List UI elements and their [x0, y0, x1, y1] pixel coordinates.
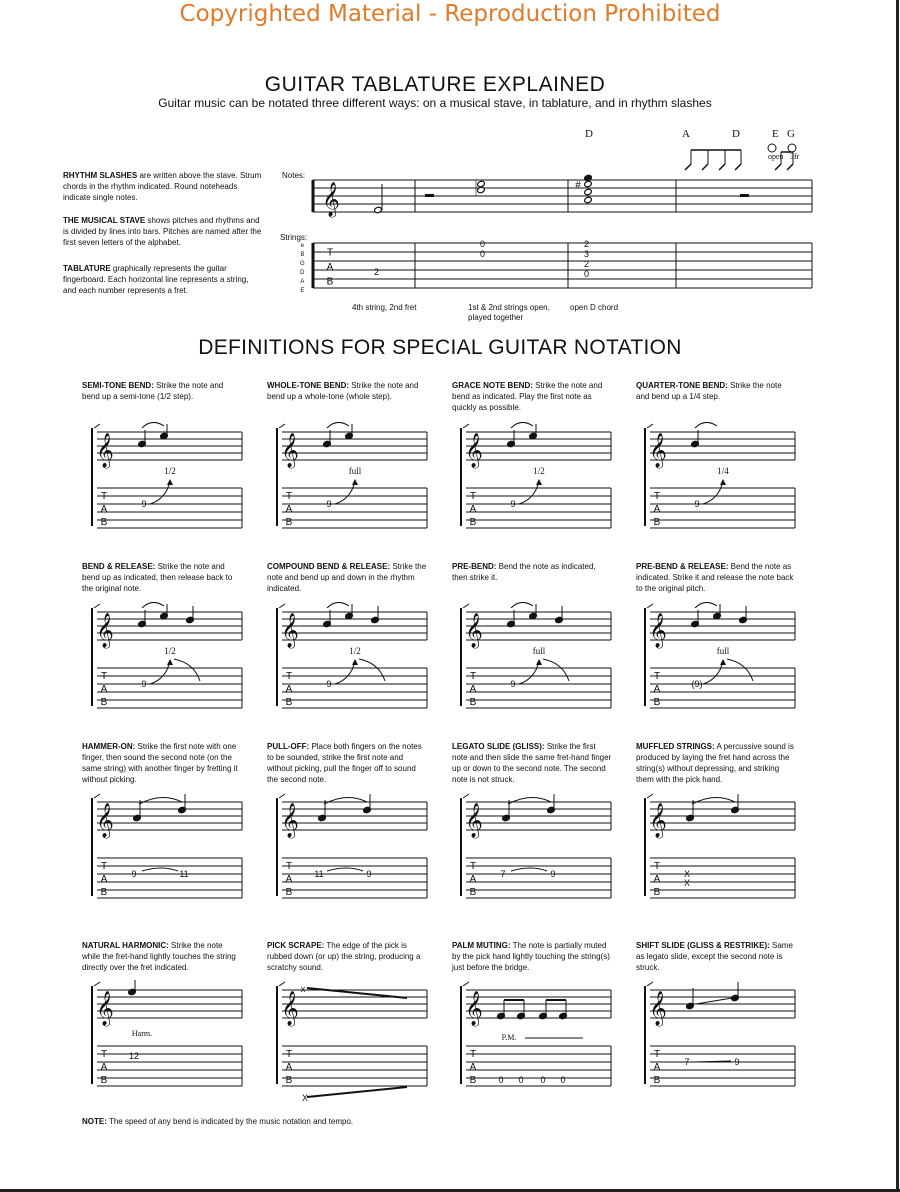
slur: [695, 602, 717, 608]
rhythm-slash: [685, 164, 691, 170]
tab-slur: [511, 868, 547, 871]
tab-clef-a: A: [285, 874, 293, 885]
bracket-hook: [279, 604, 285, 608]
intro-chord-n2: [584, 180, 593, 187]
tab-clef-b: B: [285, 696, 293, 708]
tab-clef-a: A: [100, 684, 108, 695]
circle-marker: [768, 144, 776, 152]
tab-fret-0: 0: [498, 1075, 504, 1085]
intro-stave: THE MUSICAL STAVE shows pitches and rhythms and is divided by lines into bars. Pitches are named after the first seven letters of the alphabet.: [63, 216, 262, 247]
tab-clef-a: A: [653, 684, 661, 695]
bend-arrow: [335, 481, 355, 504]
bracket-hook: [647, 794, 653, 798]
tab-clef-b: B: [100, 516, 108, 528]
intro-chord-n4: [584, 196, 593, 203]
tab-clef-a: A: [469, 1062, 477, 1073]
bend-amount: 1/2: [164, 466, 176, 476]
rhythm-slash: [775, 164, 781, 170]
tab-fret-number: (9): [691, 679, 703, 689]
tab-clef-t: T: [653, 671, 661, 683]
tab-clef-a: A: [469, 874, 477, 885]
bracket-hook: [279, 982, 285, 986]
arrow-head: [352, 479, 358, 485]
bracket-hook: [463, 794, 469, 798]
release-arrow: [359, 659, 385, 681]
definition-9: HAMMER-ON: Strike the first note with one finger, then sound the second note (on the same string) with another finger by fretting it without picking.: [82, 742, 238, 784]
treble-clef-icon: 𝄞: [465, 991, 483, 1026]
treble-clef-icon: 𝄞: [96, 991, 114, 1026]
tab-fret-2: X: [683, 878, 691, 888]
page-title: GUITAR TABLATURE EXPLAINED: [264, 73, 606, 96]
tab-clef-t: T: [653, 1049, 661, 1061]
definition-2: WHOLE-TONE BEND: Strike the note and bend up a whole-tone (whole step).: [267, 381, 419, 401]
footnote: NOTE: The speed of any bend is indicated by the music notation and tempo.: [82, 1117, 354, 1126]
open-label: open: [768, 152, 784, 161]
tab-fret-1: 7: [684, 1057, 690, 1067]
tab-clef-t: T: [653, 861, 661, 873]
tab-clef-t: T: [469, 1049, 477, 1061]
tab-clef-t: T: [326, 247, 334, 259]
bracket-hook: [647, 982, 653, 986]
scrape-line: [307, 1087, 407, 1097]
tab-clef-t: T: [100, 491, 108, 503]
scrape-x: x: [300, 984, 306, 994]
bend-amount: 1/2: [533, 466, 545, 476]
string-letters: e B G D A E: [300, 243, 305, 294]
treble-clef-icon: 𝄞: [465, 613, 483, 648]
definition-16: SHIFT SLIDE (GLISS & RESTRIKE): Same as legato slide, except the second note is struck.: [636, 941, 793, 972]
tab-fret-0: 0: [518, 1075, 524, 1085]
release-arrow: [174, 659, 200, 681]
treble-clef-icon: 𝄞: [649, 613, 667, 648]
tab-fret-number: 9: [694, 499, 700, 509]
slide-line: [696, 998, 732, 1004]
treble-clef-icon: 𝄞: [465, 803, 483, 838]
tab-clef-t: T: [100, 671, 108, 683]
slur: [511, 422, 533, 428]
arrow-head: [536, 479, 542, 485]
tab-clef-t: T: [285, 671, 293, 683]
notes-label: Notes:: [282, 171, 306, 180]
bend-amount: 1/4: [717, 466, 729, 476]
tab-clef-a: A: [100, 1062, 108, 1073]
bend-arrow: [703, 481, 723, 504]
chord-g: G: [787, 128, 795, 140]
definition-13: NATURAL HARMONIC: Strike the note while the fret-hand lightly touches the string directly over the fret indicated.: [82, 941, 236, 972]
slur: [142, 602, 164, 608]
arrow-head: [167, 479, 173, 485]
slur: [142, 422, 164, 428]
definitions-title: DEFINITIONS FOR SPECIAL GUITAR NOTATION: [198, 336, 682, 359]
release-arrow: [543, 659, 569, 681]
definition-5: BEND & RELEASE: Strike the note and bend up as indicated, then release back to the original note.: [82, 562, 233, 593]
tab-fret-1: X: [683, 869, 691, 879]
tab-fret-number: 9: [141, 679, 147, 689]
rhythm-slash: [735, 164, 741, 170]
bend-arrow: [703, 661, 723, 684]
watermark: Copyrighted Material - Reproduction Prohibited: [179, 1, 721, 27]
tab-num-0b: 0: [480, 249, 486, 259]
circle-marker: [788, 144, 796, 152]
tab-clef-b: B: [469, 696, 477, 708]
definition-8: PRE-BEND & RELEASE: Bend the note as indicated. Strike it and release the note back to the original pitch.: [636, 562, 794, 593]
definition-11: LEGATO SLIDE (GLISS): Strike the first note and then slide the same fret-hand finger up or down to the second note. The second note is not struck.: [452, 742, 612, 784]
tab-fret-1: 12: [128, 1051, 140, 1061]
tab-clef-b: B: [469, 516, 477, 528]
bend-arrow: [335, 661, 355, 684]
treble-clef-icon: 𝄞: [649, 803, 667, 838]
tab-clef-t: T: [100, 1049, 108, 1061]
tab-clef-b: B: [100, 1074, 108, 1086]
treble-clef-icon: 𝄞: [281, 613, 299, 648]
slur: [692, 797, 735, 804]
tab-clef-b: B: [100, 696, 108, 708]
intro-note-chord2: [477, 186, 486, 193]
bracket-hook: [463, 982, 469, 986]
bend-arrow: [519, 481, 539, 504]
slur: [324, 797, 367, 804]
intro-chord-n3: [584, 188, 593, 195]
bracket-hook: [94, 424, 100, 428]
tab-clef-a: A: [326, 262, 334, 273]
treble-clef-icon: 𝄞: [281, 433, 299, 468]
rhythm-slash: [719, 164, 725, 170]
caption-3: open D chord: [570, 303, 619, 312]
intro-note-chord1: [477, 180, 486, 187]
slur: [139, 797, 182, 804]
bend-arrow: [150, 481, 170, 504]
half-rest: [425, 194, 434, 197]
bend-arrow: [150, 661, 170, 684]
tab-fret-0: 0: [560, 1075, 566, 1085]
tab-clef-a: A: [100, 874, 108, 885]
tab-num-0a: 0: [480, 239, 486, 249]
slur: [695, 422, 717, 428]
tab-clef-b: B: [653, 886, 661, 898]
bend-amount: full: [532, 646, 546, 656]
bracket-hook: [647, 604, 653, 608]
chord-e: E: [772, 128, 779, 140]
rhythm-slash: [702, 164, 708, 170]
bend-amount: 1/2: [349, 646, 361, 656]
caption-2: 1st & 2nd strings open, played together: [468, 303, 550, 322]
page-border-right: [896, 0, 899, 1192]
chord-d2: D: [732, 128, 740, 140]
tab-num-3: 3: [584, 249, 590, 259]
slur: [327, 602, 349, 608]
arrow-head: [536, 659, 542, 665]
definition-4: QUARTER-TONE BEND: Strike the note and bend up a 1/4 step.: [636, 381, 782, 401]
definition-7: PRE-BEND: Bend the note as indicated, then strike it.: [452, 562, 596, 582]
treble-clef-icon: 𝄞: [649, 433, 667, 468]
tab-fret-1: 11: [314, 869, 324, 879]
definition-15: PALM MUTING: The note is partially muted by the pick hand lightly touching the string(s) just before the bridge.: [452, 941, 610, 972]
intro-rest: [740, 194, 749, 197]
definition-6: COMPOUND BEND & RELEASE: Strike the note and bend up and down in the rhythm indicated.: [267, 562, 427, 593]
tab-clef-a: A: [285, 1062, 293, 1073]
tab-fret-0: 0: [540, 1075, 546, 1085]
tab-clef-b: B: [469, 1074, 477, 1086]
arrow-head: [720, 659, 726, 665]
fret-label: 3fr: [790, 152, 800, 161]
slur: [327, 422, 349, 428]
tab-clef-a: A: [653, 504, 661, 515]
bracket-hook: [647, 424, 653, 428]
intro-rhythm: RHYTHM SLASHES are written above the stave. Strum chords in the rhythm indicated. Round noteheads indicate single notes.: [63, 171, 262, 202]
tab-num-2c: 2: [584, 259, 590, 269]
bend-amount: 1/2: [164, 646, 176, 656]
tab-clef-a: A: [100, 504, 108, 515]
tab-num-2: 2: [374, 267, 380, 277]
treble-clef-icon: 𝄞: [96, 613, 114, 648]
bracket-hook: [279, 794, 285, 798]
tab-fret-1: 9: [131, 869, 137, 879]
intro-tab: TABLATURE graphically represents the guitar fingerboard. Each horizontal line represents a string, and each number represents a fret.: [63, 264, 249, 295]
tab-fret-1: 7: [500, 869, 506, 879]
definition-12: MUFFLED STRINGS: A percussive sound is produced by laying the fret hand across the string(s) without depressing, and striking them with the pick hand.: [636, 742, 794, 784]
tab-fret-number: 9: [141, 499, 147, 509]
chord-a: A: [682, 128, 690, 140]
tab-clef-b: B: [100, 886, 108, 898]
treble-clef-icon: 𝄞: [322, 182, 340, 217]
bracket-hook: [463, 424, 469, 428]
harmonic-marking: Harm.: [131, 1029, 153, 1038]
tab-clef-t: T: [469, 861, 477, 873]
tab-clef-t: T: [469, 671, 477, 683]
tab-clef-b: B: [285, 1074, 293, 1086]
tab-clef-b: B: [326, 276, 334, 288]
bend-amount: full: [348, 466, 362, 476]
tab-clef-t: T: [653, 491, 661, 503]
treble-clef-icon: 𝄞: [649, 991, 667, 1026]
tab-clef-t: T: [469, 491, 477, 503]
bend-arrow: [519, 661, 539, 684]
tab-num-0c: 0: [584, 269, 590, 279]
tab-clef-b: B: [653, 696, 661, 708]
page-subtitle: Guitar music can be notated three different ways: on a musical stave, in tablature, and in rhythm slashes: [158, 96, 712, 110]
sharp-sign: #: [575, 180, 581, 191]
tab-clef-a: A: [469, 684, 477, 695]
treble-clef-icon: 𝄞: [281, 803, 299, 838]
strings-label: Strings:: [280, 233, 308, 242]
tab-num-2b: 2: [584, 239, 590, 249]
tab-fret-1: X: [301, 1093, 309, 1103]
intro-chord-n1: [584, 174, 593, 181]
tab-clef-t: T: [285, 861, 293, 873]
tab-fret-number: 9: [510, 499, 516, 509]
tab-fret-2: 11: [179, 869, 189, 879]
definition-10: PULL-OFF: Place both fingers on the notes to be sounded, strike the first note and without picking, pull the finger off to sound the second note.: [267, 742, 422, 784]
chord-d1: D: [585, 128, 593, 140]
tab-fret-2: 9: [366, 869, 372, 879]
bracket-hook: [94, 794, 100, 798]
tab-clef-a: A: [469, 504, 477, 515]
definition-14: PICK SCRAPE: The edge of the pick is rubbed down (or up) the string, producing a scratchy sound.: [267, 941, 421, 972]
slur: [508, 797, 551, 804]
tab-clef-b: B: [469, 886, 477, 898]
tab-clef-a: A: [653, 874, 661, 885]
bracket-hook: [463, 604, 469, 608]
definition-3: GRACE NOTE BEND: Strike the note and bend as indicated. Play the first note as quickly as possible.: [452, 381, 603, 412]
tab-clef-b: B: [653, 1074, 661, 1086]
intro-note-e: [374, 206, 383, 213]
tab-fret-number: 9: [326, 679, 332, 689]
tab-slur: [142, 868, 178, 871]
tab-clef-a: A: [285, 684, 293, 695]
rhythm-slash: [787, 164, 793, 170]
treble-clef-icon: 𝄞: [281, 991, 299, 1026]
tab-clef-t: T: [100, 861, 108, 873]
tab-clef-b: B: [285, 516, 293, 528]
tab-clef-t: T: [285, 491, 293, 503]
caption-1: 4th string, 2nd fret: [352, 303, 417, 312]
treble-clef-icon: 𝄞: [465, 433, 483, 468]
tab-clef-b: B: [653, 516, 661, 528]
tab-fret-2: 9: [734, 1057, 740, 1067]
tab-clef-b: B: [285, 886, 293, 898]
arrow-head: [167, 659, 173, 665]
tab-fret-number: 9: [326, 499, 332, 509]
bracket-hook: [279, 424, 285, 428]
definition-1: SEMI-TONE BEND: Strike the note and bend up a semi-tone (1/2 step).: [82, 381, 224, 401]
tab-fret-2: 9: [550, 869, 556, 879]
tab-clef-t: T: [285, 1049, 293, 1061]
bend-amount: full: [716, 646, 730, 656]
tab-clef-a: A: [653, 1062, 661, 1073]
tab-slur: [327, 868, 363, 871]
slur: [511, 602, 533, 608]
tab-clef-a: A: [285, 504, 293, 515]
bracket-hook: [94, 982, 100, 986]
arrow-head: [352, 659, 358, 665]
treble-clef-icon: 𝄞: [96, 433, 114, 468]
tab-fret-number: 9: [510, 679, 516, 689]
treble-clef-icon: 𝄞: [96, 803, 114, 838]
palm-mute-marking: P.M.: [501, 1033, 517, 1042]
arrow-head: [720, 479, 726, 485]
release-arrow: [727, 659, 753, 681]
bracket-hook: [94, 604, 100, 608]
